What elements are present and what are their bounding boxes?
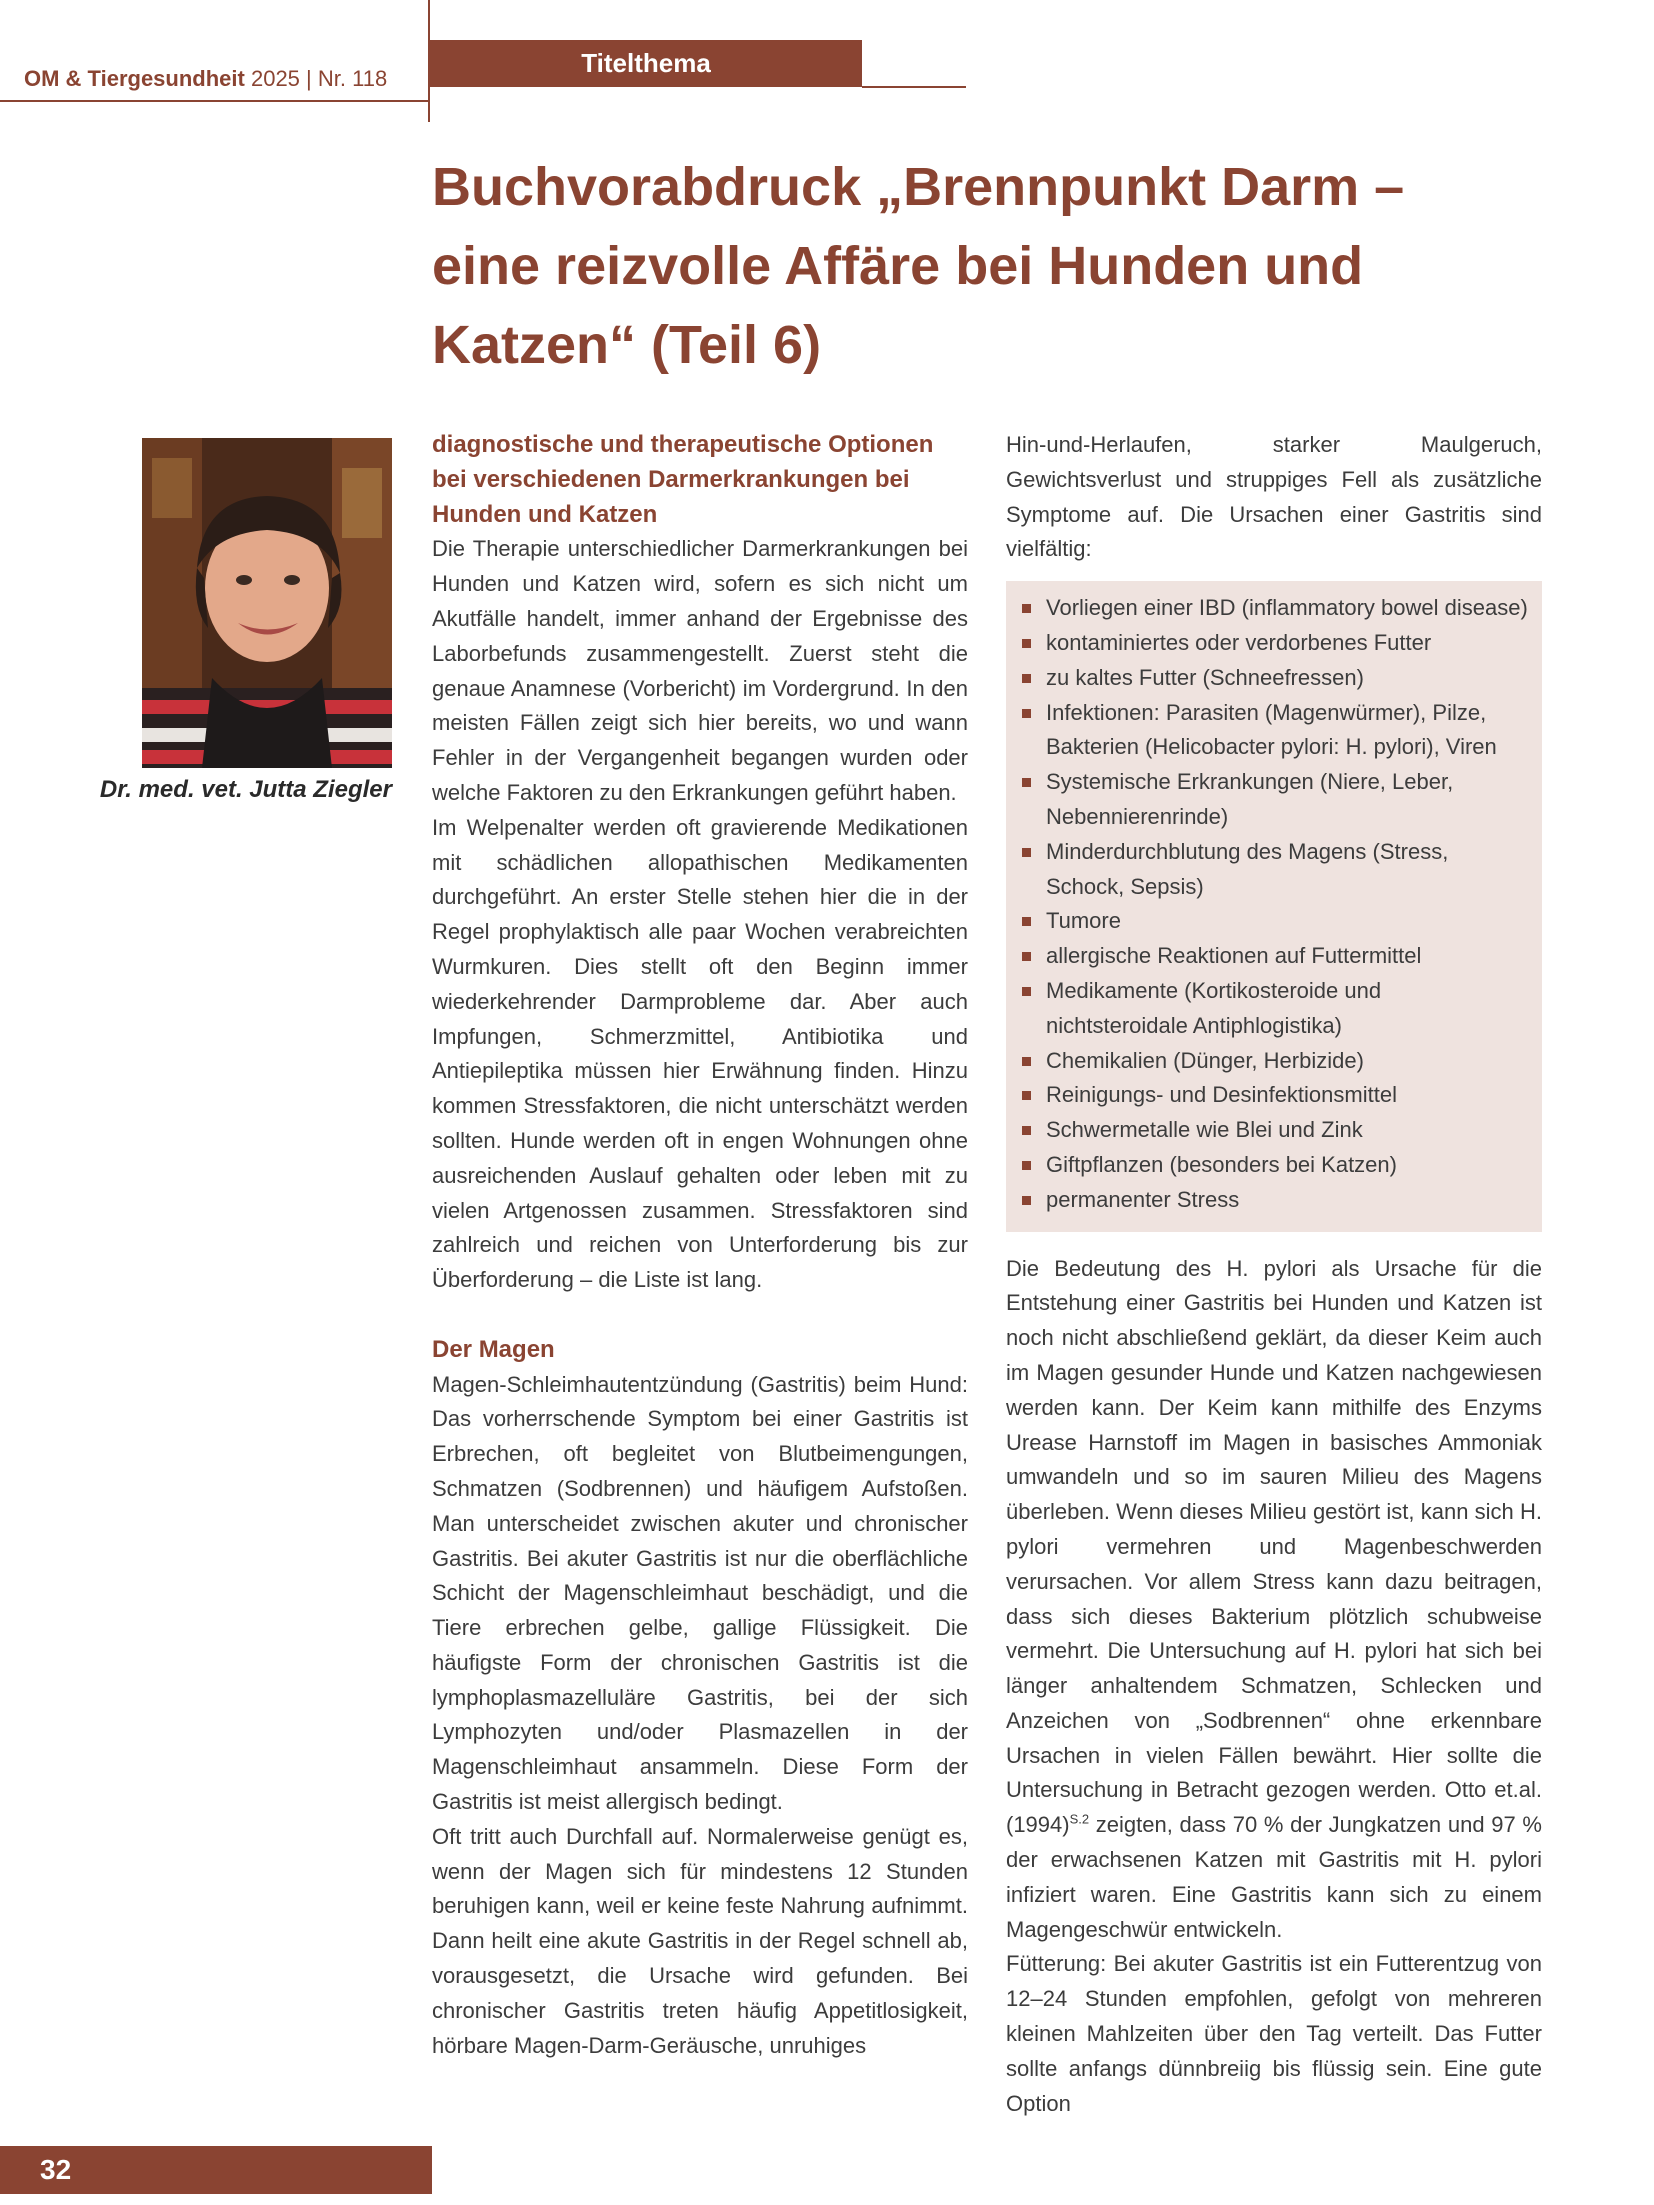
square-bullet-icon <box>1022 848 1031 857</box>
square-bullet-icon <box>1022 1161 1031 1170</box>
cause-list-item <box>1022 591 1528 626</box>
title-line: Katzen“ (Teil 6) <box>432 315 822 375</box>
paragraph: Fütterung: Bei akuter Gastritis ist ein Futterentzug von 12–24 Stunden empfohlen, gefolgt von mehreren kleinen Mahlzeiten über den Tag verteilt. Das Futter sollte anfangs dünnbreiig bis flüssig sein. Eine gute Option <box>1006 1951 1542 2116</box>
header-rule-right <box>862 86 966 88</box>
square-bullet-icon <box>1022 778 1031 787</box>
citation-superscript: S.2 <box>1069 1811 1090 1827</box>
title-line: Buchvorabdruck „Brennpunkt Darm – <box>432 157 1405 217</box>
paragraph: Die Therapie unterschiedlicher Darmerkrankungen bei Hunden und Katzen wird, sofern es sich nicht um Akutfälle handelt, immer anhand der Ergebnisse des Laborbefunds zusammengestellt. Zuerst steht die genaue Anamnese (Vorbericht) im Vordergrund. In den meisten Fällen zeigt sich hier bereits, wo und wann Fehler in der Vergangenheit begangen wurden oder welche Faktoren zu den Erkrankungen geführt haben. <box>432 536 968 805</box>
cause-text: allergische Reaktionen auf Futtermittel <box>1046 943 1422 969</box>
author-portrait-illustration <box>142 438 392 768</box>
square-bullet-icon <box>1022 709 1031 718</box>
cause-list-item <box>1022 1148 1528 1183</box>
cause-list-item <box>1022 1183 1528 1218</box>
square-bullet-icon <box>1022 1057 1031 1066</box>
author-photo <box>142 438 392 768</box>
journal-year: 2025 <box>250 66 300 91</box>
article-subtitle: diagnostische und therapeutische Optionen bei verschiedenen Darmerkrankungen bei Hunden und Katzen <box>432 431 934 528</box>
cause-text: Medikamente (Kortikosteroide und nichtsteroidale Antiphlogistika) <box>1046 977 1382 1038</box>
cause-list-item <box>1022 835 1528 905</box>
cause-list-item <box>1022 974 1528 1044</box>
causes-box <box>1006 581 1542 1231</box>
cause-text: permanenter Stress <box>1046 1186 1240 1212</box>
cause-text: kontaminiertes oder verdorbenes Futter <box>1046 629 1432 655</box>
cause-text: Systemische Erkrankungen (Niere, Leber, Nebennierenrinde) <box>1046 769 1454 829</box>
square-bullet-icon <box>1022 1091 1031 1100</box>
text-column-left <box>432 428 968 2063</box>
paragraph-gap <box>432 1298 968 1333</box>
paragraph: Oft tritt auch Durchfall auf. Normalerweise genügt es, wenn der Magen sich für mindestens 12 Stunden beruhigen kann, weil er keine feste Nahrung aufnimmt. Dann heilt eine akute Gastritis in der Regel schnell ab, vorausgesetzt, die Ursache wird gefunden. Bei chronischer Gastritis treten häufig Appetitlosigkeit, hörbare Magen-Darm-Geräusche, unruhiges <box>432 1823 968 2058</box>
square-bullet-icon <box>1022 674 1031 683</box>
paragraph <box>1006 1252 1542 1948</box>
cause-list-item <box>1022 1078 1528 1113</box>
square-bullet-icon <box>1022 604 1031 613</box>
square-bullet-icon <box>1022 1126 1031 1135</box>
header-separator: | <box>306 66 312 91</box>
square-bullet-icon <box>1022 1196 1031 1205</box>
cause-list-item <box>1022 939 1528 974</box>
paragraph-text: Die Bedeutung des H. pylori als Ursache für die Entstehung einer Gastritis bei Hunden und Katzen ist noch nicht abschließend geklärt, da dieser Keim auch im Magen gesunder Hunde und Katzen nachgewiesen werden kann. Der Keim kann mithilfe des Enzyms Urease Harnstoff im Magen in basisches Ammoniak umwandeln und so im sauren Milieu des Magens überleben. Wenn dieses Milieu gestört ist, kann sich H. pylori vermehren und Magenbeschwerden verursachen. Vor allem Stress kann dazu beitragen, dass sich dieses Bakterium plötzlich schubweise vermehrt. Die Untersuchung auf H. pylori hat sich bei länger anhaltendem Schmatzen, Schlecken und Anzeichen von „Sodbrennen“ ohne erkennbare Ursachen in vielen Fällen bewährt. Hier sollte die Untersuchung in Betracht gezogen werden. Otto et.al. (1994) <box>1006 1255 1542 1838</box>
square-bullet-icon <box>1022 952 1031 961</box>
cause-text: Schwermetalle wie Blei und Zink <box>1046 1117 1363 1143</box>
cause-list-item <box>1022 1044 1528 1079</box>
square-bullet-icon <box>1022 987 1031 996</box>
cause-text: Reinigungs- und Desinfektionsmittel <box>1046 1082 1397 1108</box>
paragraph: Hin-und-Herlaufen, starker Maulgeruch, Gewichtsverlust und struppiges Fell als zusätzliche Symptome auf. Die Ursachen einer Gastritis sind vielfältig: <box>1006 432 1542 562</box>
cause-text: zu kaltes Futter (Schneefressen) <box>1046 664 1364 690</box>
text-column-right <box>1006 428 1542 2121</box>
header-rule-left <box>0 100 430 102</box>
cause-list-item <box>1022 626 1528 661</box>
page-number-bar <box>0 2146 432 2194</box>
cause-list-item <box>1022 765 1528 835</box>
causes-list <box>1022 591 1528 1217</box>
cause-text: Tumore <box>1046 908 1121 934</box>
square-bullet-icon <box>1022 639 1031 648</box>
title-line: eine reizvolle Affäre bei Hunden und <box>432 236 1364 296</box>
square-bullet-icon <box>1022 917 1031 926</box>
cause-text: Infektionen: Parasiten (Magenwürmer), Pilze, Bakterien (Helicobacter pylori: H. pylori), Viren <box>1046 699 1497 760</box>
cause-list-item <box>1022 661 1528 696</box>
page-number: 32 <box>40 2154 72 2185</box>
cause-text: Minderdurchblutung des Magens (Stress, Schock, Sepsis) <box>1046 838 1449 899</box>
paragraph-text: zeigten, dass 70 % der Jungkatzen und 97 % der erwachsenen Katzen mit Gastritis mit H. pylori infiziert waren. Eine Gastritis kann sich zu einem Magengeschwür entwickeln. <box>1006 1812 1542 1942</box>
cause-list-item <box>1022 696 1528 766</box>
article-title <box>432 148 1572 385</box>
cause-text: Chemikalien (Dünger, Herbizide) <box>1046 1047 1364 1073</box>
cause-list-item <box>1022 904 1528 939</box>
cause-list-item <box>1022 1113 1528 1148</box>
section-heading: Der Magen <box>432 1335 555 1363</box>
journal-issue: Nr. 118 <box>317 66 388 91</box>
journal-header <box>24 66 387 92</box>
paragraph: Magen-Schleimhautentzündung (Gastritis) beim Hund: Das vorherrschende Symptom bei einer Gastritis ist Erbrechen, oft begleitet von Blutbeimengungen, Schmatzen (Sodbrennen) und häufigem Aufstoßen. Man unterscheidet zwischen akuter und chronischer Gastritis. Bei akuter Gastritis ist nur die oberflächliche Schicht der Magenschleimhaut beschädigt, und die Tiere erbrechen gelbe, gallige Flüssigkeit. Die häufigste Form der chronischen Gastritis ist die lymphoplasmazelluläre Gastritis, bei der sich Lymphozyten und/oder Plasmazellen in der Magenschleimhaut ansammeln. Diese Form der Gastritis ist meist allergisch bedingt. <box>432 1371 968 1815</box>
journal-name: OM & Tiergesundheit <box>24 66 245 91</box>
cause-text: Giftpflanzen (besonders bei Katzen) <box>1046 1151 1397 1177</box>
paragraph: Im Welpenalter werden oft gravierende Medikationen mit schädlichen allopathischen Medikamenten durchgeführt. An erster Stelle stehen hier die in der Regel prophylaktisch alle paar Wochen verabreichten Wurmkuren. Dies stellt oft den Beginn immer wiederkehrender Darmprobleme dar. Aber auch Impfungen, Schmerzmittel, Antibiotika und Antiepileptika müssen hier Erwähnung finden. Hinzu kommen Stressfaktoren, die nicht unterschätzt werden sollten. Hunde werden oft in engen Wohnungen ohne ausreichenden Auslauf gehalten oder leben mit zu vielen Artgenossen zusammen. Stressfaktoren sind zahlreich und reichen von Unterforderung bis zur Überforderung – die Liste ist lang. <box>432 814 968 1293</box>
section-tab: Titelthema <box>430 40 862 87</box>
cause-text: Vorliegen einer IBD (inflammatory bowel disease) <box>1046 595 1528 621</box>
author-caption: Dr. med. vet. Jutta Ziegler <box>99 776 392 803</box>
